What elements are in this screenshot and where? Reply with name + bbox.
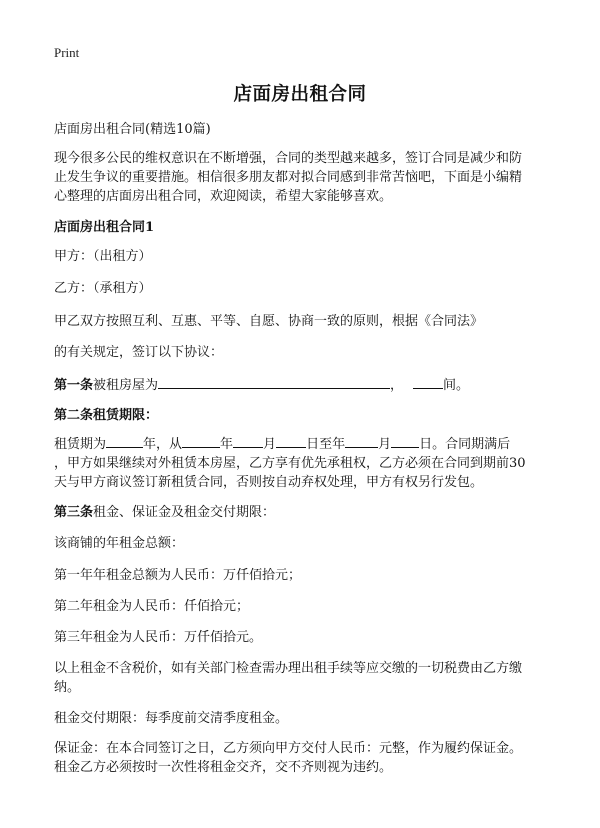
lease-term-text: 年，从 [143,437,183,452]
start-month-blank [233,434,263,448]
principle-line: 甲乙双方按照互利、互惠、平等、自愿、协商一致的原则，根据《合同法》 [54,314,484,329]
tax-note-paragraph [54,659,554,697]
lease-term-text: 日至年 [306,437,346,452]
deposit-line: 租金乙方必须按时一次性将租金交齐，交不齐则视为违约。 [54,760,393,775]
party-b-line: 乙方：（承租方） [54,281,152,296]
lease-term-text: 租赁期为 [54,437,107,452]
print-link[interactable]: Print [54,45,80,60]
lease-years-blank [106,434,143,448]
room-count-blank [413,375,443,389]
clause-1-label: 第一条 [54,378,94,393]
clause-2-heading: 第二条租赁期限： [54,408,159,423]
lease-term-text: 日。合同期满后 [419,437,511,452]
start-day-blank [276,434,306,448]
end-year-blank [345,434,378,448]
deposit-line: 保证金：在本合同签订之日，乙方须向甲方交付人民币：元整，作为履约保证金。 [54,741,523,756]
clause-1-suffix: 间。 [443,378,470,393]
room-address-blank [158,375,390,389]
intro-line: 止发生争议的重要措施。相信很多朋友都对拟合同感到非常苦恼吧，下面是小编精 [54,170,523,185]
party-a-line: 甲方：（出租方） [54,249,152,264]
tax-note-line: 纳。 [54,680,81,695]
document-subtitle: 店面房出租合同(精选10篇) [54,122,211,137]
clause-3-label: 第三条 [54,505,94,520]
rent-year-2: 第二年租金为人民币：仟佰拾元； [54,599,250,614]
section-heading: 店面房出租合同1 [54,220,155,235]
rent-year-1: 第一年年租金总额为人民币：万仟佰拾元； [54,568,302,583]
document-title: 店面房出租合同 [233,84,367,105]
clause-3 [54,503,554,522]
clause-1-sep: ， [390,378,404,393]
intro-line: 心整理的店面房出租合同，欢迎阅读，希望大家能够喜欢。 [54,189,393,204]
lease-term-line: 天与甲方商议签订新租赁合同，否则按自动弃权处理，甲方有权另行发包。 [54,475,484,490]
intro-line: 现今很多公民的维权意识在不断增强，合同的类型越来越多，签订合同是减少和防 [54,151,523,166]
lease-term-text: 年 [220,437,234,452]
rent-year-3: 第三年租金为人民币：万仟佰拾元。 [54,630,263,645]
principle-continuation: 的有关规定，签订以下协议： [54,345,224,360]
start-year-blank [182,434,220,448]
clause-3-text: 租金、保证金及租金交付期限： [93,505,276,520]
annual-rent-intro: 该商铺的年租金总额： [54,536,185,551]
payment-term-line: 租金交付期限：每季度前交清季度租金。 [54,711,289,726]
tax-note-line: 以上租金不含税价，如有关部门检查需办理出租手续等应交缴的一切税费由乙方缴 [54,661,523,676]
lease-term-line [54,434,554,454]
deposit-paragraph [54,739,554,777]
lease-term-text: 月 [263,437,277,452]
lease-term-line: ，甲方如果继续对外租赁本房屋，乙方享有优先承租权，乙方必须在合同到期前30 [54,456,526,471]
lease-term-paragraph [54,434,554,492]
lease-term-text: 月 [378,437,392,452]
end-month-blank [391,434,419,448]
clause-1 [54,375,554,395]
intro-paragraph [54,149,554,206]
clause-1-text: 被租房屋为 [93,378,159,393]
